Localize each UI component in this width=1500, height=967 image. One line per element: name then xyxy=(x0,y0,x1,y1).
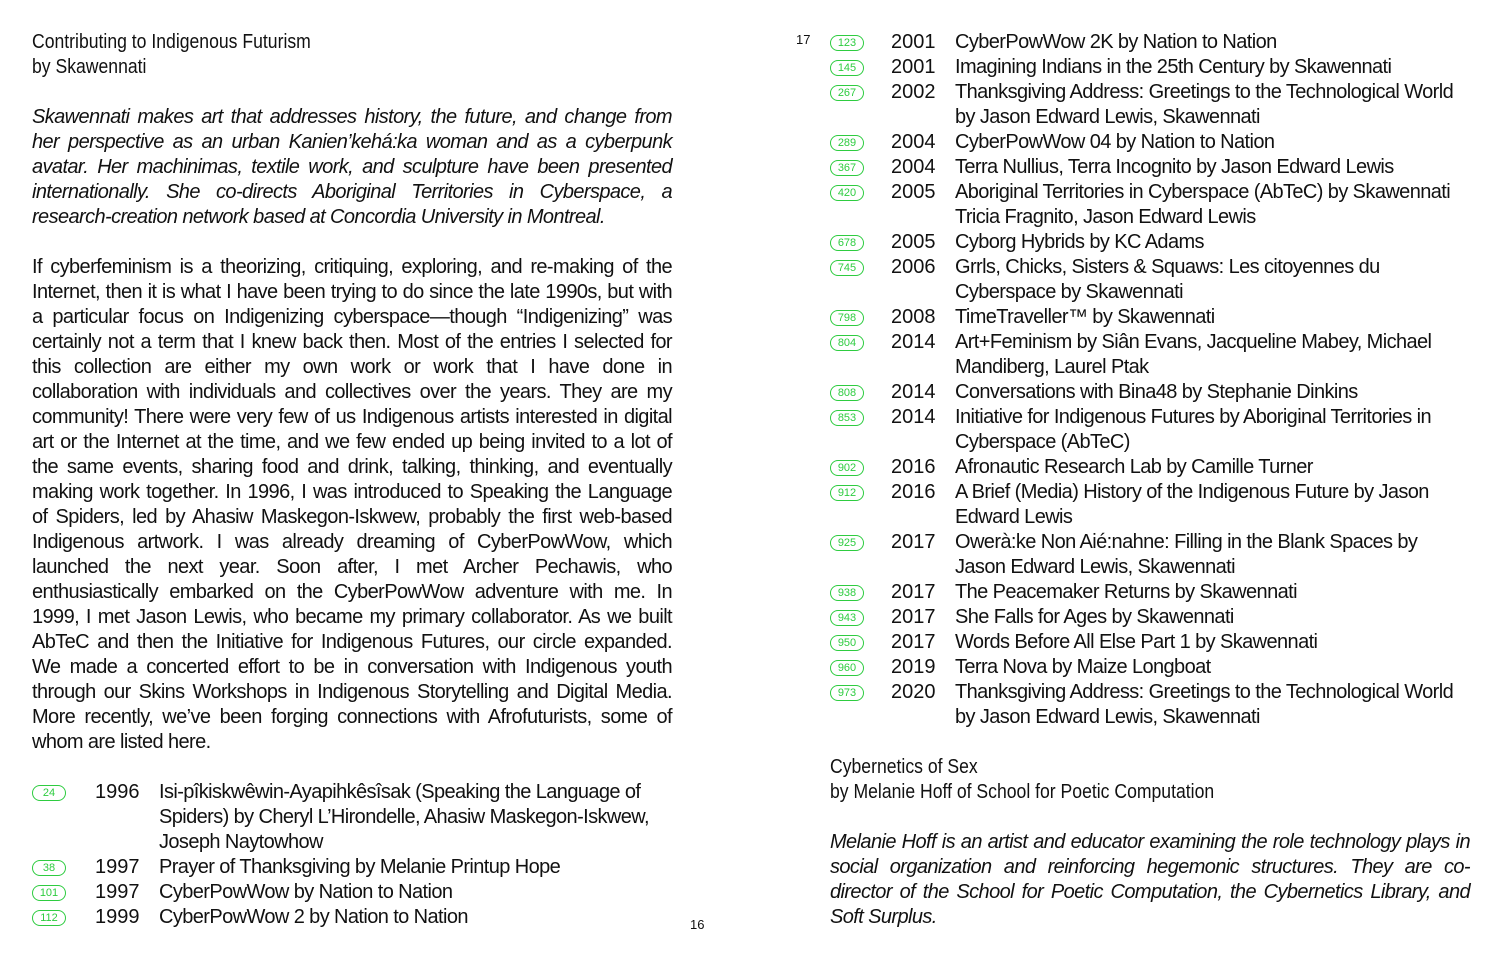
list-item xyxy=(830,130,1470,155)
heading-title: Cybernetics of Sex xyxy=(830,756,978,778)
entry-title: Terra Nova by Maize Longboat xyxy=(955,656,1211,678)
list-item xyxy=(32,880,672,905)
list-item xyxy=(830,630,1470,655)
entry-title: Aboriginal Territories in Cyberspace (AbTeC) by Skawennati Tricia Fragnito, Jason Edward Lewis xyxy=(955,181,1451,228)
entry-title: Grrls, Chicks, Sisters & Squaws: Les citoyennes du Cyberspace by Skawennati xyxy=(955,256,1380,303)
entry-number-badge[interactable]: 145 xyxy=(830,60,864,76)
entry-year: 2016 xyxy=(891,481,936,503)
entry-number-badge[interactable]: 267 xyxy=(830,85,864,101)
list-item xyxy=(830,380,1470,405)
entry-year: 2017 xyxy=(891,531,936,553)
entry-year: 1999 xyxy=(95,906,140,928)
list-item xyxy=(32,905,672,930)
entry-title: Prayer of Thanksgiving by Melanie Printup Hope xyxy=(159,856,561,878)
entry-year: 2008 xyxy=(891,306,936,328)
list-item xyxy=(830,305,1470,330)
section-spacer xyxy=(830,730,1470,755)
entry-number-badge[interactable]: 420 xyxy=(830,185,864,201)
entry-number-badge[interactable]: 367 xyxy=(830,160,864,176)
list-item xyxy=(830,480,1470,530)
list-item xyxy=(32,855,672,880)
entry-year: 2016 xyxy=(891,456,936,478)
entry-year: 2001 xyxy=(891,31,936,53)
entry-number-badge[interactable]: 798 xyxy=(830,310,864,326)
entry-year: 2006 xyxy=(891,256,936,278)
list-item xyxy=(830,180,1470,230)
entry-number-badge[interactable]: 24 xyxy=(32,785,66,801)
entry-title: Terra Nullius, Terra Incognito by Jason Edward Lewis xyxy=(955,156,1394,178)
entry-list-left xyxy=(32,780,672,930)
heading-title: Contributing to Indigenous Futurism xyxy=(32,31,311,53)
entry-year: 2002 xyxy=(891,81,936,103)
list-item xyxy=(830,330,1470,380)
entry-title: Afronautic Research Lab by Camille Turner xyxy=(955,456,1313,478)
entry-title: She Falls for Ages by Skawennati xyxy=(955,606,1234,628)
list-item xyxy=(830,455,1470,480)
list-item xyxy=(830,255,1470,305)
entry-year: 2020 xyxy=(891,681,936,703)
entry-number-badge[interactable]: 912 xyxy=(830,485,864,501)
entry-number-badge[interactable]: 808 xyxy=(830,385,864,401)
list-item xyxy=(830,530,1470,580)
list-item xyxy=(830,605,1470,630)
entry-year: 2004 xyxy=(891,156,936,178)
entry-title: TimeTraveller™ by Skawennati xyxy=(955,306,1215,328)
entry-title: A Brief (Media) History of the Indigenous Future by Jason Edward Lewis xyxy=(955,481,1429,528)
right-page xyxy=(830,30,1470,930)
list-item xyxy=(830,80,1470,130)
entry-number-badge[interactable]: 745 xyxy=(830,260,864,276)
entry-number-badge[interactable]: 289 xyxy=(830,135,864,151)
entry-title: Conversations with Bina48 by Stephanie Dinkins xyxy=(955,381,1358,403)
list-item xyxy=(830,155,1470,180)
entry-title: Initiative for Indigenous Futures by Aboriginal Territories in Cyberspace (AbTeC) xyxy=(955,406,1432,453)
entry-year: 1997 xyxy=(95,881,140,903)
entry-number-badge[interactable]: 973 xyxy=(830,685,864,701)
entry-number-badge[interactable]: 938 xyxy=(830,585,864,601)
entry-number-badge[interactable]: 950 xyxy=(830,635,864,651)
list-item xyxy=(830,405,1470,455)
entry-number-badge[interactable]: 101 xyxy=(32,885,66,901)
entry-title: Imagining Indians in the 25th Century by Skawennati xyxy=(955,56,1392,78)
entry-title: CyberPowWow 04 by Nation to Nation xyxy=(955,131,1275,153)
list-item xyxy=(830,30,1470,55)
list-item xyxy=(830,680,1470,730)
entry-number-badge[interactable]: 853 xyxy=(830,410,864,426)
entry-number-badge[interactable]: 960 xyxy=(830,660,864,676)
entry-number-badge[interactable]: 38 xyxy=(32,860,66,876)
entry-title: Words Before All Else Part 1 by Skawennati xyxy=(955,631,1318,653)
author-bio: Skawennati makes art that addresses history, the future, and change from her perspective as an urban Kanien’kehá:ka woman and as a cyberpunk avatar. Her machinimas, textile work, and sculpture have been presented internationally. She co-directs Aboriginal Territories in Cyberspace, a research-creation network based at Concordia University in Montreal. xyxy=(32,106,672,228)
entry-title: Thanksgiving Address: Greetings to the Technological World by Jason Edward Lewis, Skawennati xyxy=(955,81,1454,128)
entry-title: CyberPowWow 2 by Nation to Nation xyxy=(159,906,468,928)
entry-year: 1997 xyxy=(95,856,140,878)
entry-title: CyberPowWow by Nation to Nation xyxy=(159,881,453,903)
entry-title: Isi-pîkiskwêwin-Ayapihkêsîsak (Speaking the Language of Spiders) by Cheryl L’Hirondelle, Ahasiw Maskegon-Iskwew, Joseph Naytowhow xyxy=(159,781,649,853)
list-item xyxy=(830,655,1470,680)
entry-year: 2019 xyxy=(891,656,936,678)
page-number-right: 17 xyxy=(796,32,811,47)
entry-number-badge[interactable]: 925 xyxy=(830,535,864,551)
essay-body: If cyberfeminism is a theorizing, critiquing, exploring, and re-making of the Internet, then it is what I have been trying to do since the late 1990s, but with a particular focus on Indigenizing cyberspace—though “Indigenizing” was certainly not a term that I knew back then. Most of the entries I selected for this collection are either my own work or work that I have done in collaboration with individuals and collectives over the years. They are my community! There were very few of us Indigenous artists interested in digital art or the Internet at the time, and we few ended up being invited to a lot of the same events, sharing food and drink, talking, thinking, and eventually making work together. In 1996, I was introduced to Speaking the Language of Spiders, led by Ahasiw Maskegon-Iskwew, probably the first web-based Indigenous artwork. I was already dreaming of CyberPowWow, which launched the next year. Soon after, I met Archer Pechawis, who enthusiastically embarked on the CyberPowWow adventure with me. In 1999, I met Jason Lewis, who became my primary collaborator. As we built AbTeC and then the Initiative for Indigenous Futures, our circle expanded. We made a concerted effort to be in conversation with Indigenous youth through our Skins Workshops in Indigenous Storytelling and Digital Media. More recently, we’ve been forging connections with Afrofuturists, some of whom are listed here. xyxy=(32,256,672,753)
entry-title: The Peacemaker Returns by Skawennati xyxy=(955,581,1297,603)
entry-year: 2017 xyxy=(891,606,936,628)
entry-number-badge[interactable]: 678 xyxy=(830,235,864,251)
entry-year: 2017 xyxy=(891,631,936,653)
entry-year: 2017 xyxy=(891,581,936,603)
entry-number-badge[interactable]: 943 xyxy=(830,610,864,626)
entry-year: 2004 xyxy=(891,131,936,153)
entry-number-badge[interactable]: 112 xyxy=(32,910,66,926)
entry-title: Owerà:ke Non Aié:nahne: Filling in the Blank Spaces by Jason Edward Lewis, Skawennati xyxy=(955,531,1418,578)
heading-byline: by Melanie Hoff of School for Poetic Computation xyxy=(830,781,1215,803)
section-heading xyxy=(32,30,595,80)
list-item xyxy=(830,230,1470,255)
list-item xyxy=(830,580,1470,605)
entry-title: Thanksgiving Address: Greetings to the Technological World by Jason Edward Lewis, Skawennati xyxy=(955,681,1454,728)
entry-title: Cyborg Hybrids by KC Adams xyxy=(955,231,1204,253)
section-heading-2 xyxy=(830,755,1393,805)
entry-title: CyberPowWow 2K by Nation to Nation xyxy=(955,31,1277,53)
entry-year: 2005 xyxy=(891,181,936,203)
entry-number-badge[interactable]: 902 xyxy=(830,460,864,476)
entry-year: 2014 xyxy=(891,381,936,403)
entry-year: 2001 xyxy=(891,56,936,78)
left-page xyxy=(32,30,672,930)
list-item xyxy=(32,780,672,855)
author-bio-2: Melanie Hoff is an artist and educator examining the role technology plays in social organization and reinforcing hegemonic structures. They are co-director of the School for Poetic Computation, the Cybernetics Library, and Soft Surplus. xyxy=(830,831,1470,928)
heading-byline: by Skawennati xyxy=(32,56,147,78)
entry-list-right xyxy=(830,30,1470,730)
entry-year: 1996 xyxy=(95,781,140,803)
entry-title: Art+Feminism by Siân Evans, Jacqueline Mabey, Michael Mandiberg, Laurel Ptak xyxy=(955,331,1432,378)
entry-year: 2014 xyxy=(891,331,936,353)
entry-number-badge[interactable]: 804 xyxy=(830,335,864,351)
page-number-left: 16 xyxy=(690,917,705,932)
list-item xyxy=(830,55,1470,80)
entry-year: 2005 xyxy=(891,231,936,253)
entry-number-badge[interactable]: 123 xyxy=(830,35,864,51)
entry-year: 2014 xyxy=(891,406,936,428)
